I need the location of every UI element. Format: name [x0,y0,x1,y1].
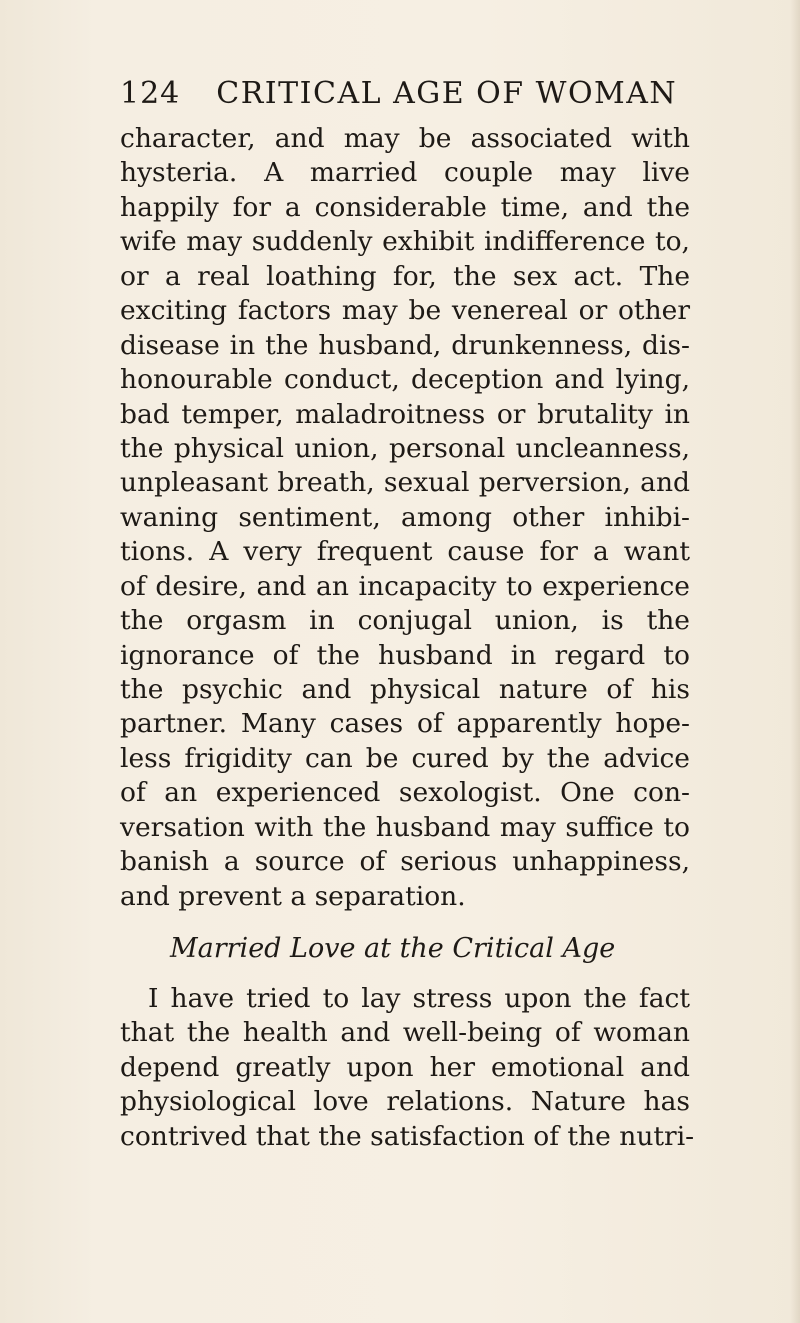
text-line: disease in the husband, drunkenness, dis- [120,329,690,361]
text-line: versation with the husband may suffice to [120,811,690,843]
text-line: I have tried to lay stress upon the fact [148,983,690,1014]
text-line: that the health and well-being of woman [120,1017,690,1049]
text-line: unpleasant breath, sexual perversion, and [120,467,690,499]
text-line: ignorance of the husband in regard to [120,639,690,671]
text-line: happily for a considerable time, and the [120,191,690,223]
text-line: of an experienced sexologist. One con- [120,777,690,809]
text-line: the physical union, personal uncleanness, [120,432,690,464]
text-line: or a real loathing for, the sex act. The [120,260,690,292]
text-line: partner. Many cases of apparently hope- [120,708,690,740]
page-edge-shadow [790,0,800,1323]
running-title: CRITICAL AGE OF WOMAN [216,76,678,111]
text-line: honourable conduct, deception and lying, [120,364,690,396]
text-line: physiological love relations. Nature has [120,1086,690,1118]
paragraph [120,982,695,1154]
page-number: 124 [120,76,181,111]
text-line: and prevent a separation. [120,880,466,912]
text-line: the orgasm in conjugal union, is the [120,605,690,637]
text-line: hysteria. A married couple may live [120,157,690,189]
text-line: depend greatly upon her emotional and [120,1051,690,1083]
text-line: tions. A very frequent cause for a want [120,536,690,568]
text-line: banish a source of serious unhappiness, [120,846,690,878]
text-line: character, and may be associated with [120,123,690,154]
paragraph-continued [120,122,690,914]
section-heading: Married Love at the Critical Age [170,933,616,964]
text-line: wife may suddenly exhibit indifference to, [120,226,690,258]
text-line: the psychic and physical nature of his [120,674,690,705]
text-line: waning sentiment, among other inhibi- [120,501,690,533]
running-head [120,74,680,114]
text-line: less frigidity can be cured by the advice [120,742,690,774]
text-line: bad temper, maladroitness or brutality in [120,398,690,430]
text-line: exciting factors may be venereal or other [120,295,690,327]
text-line: of desire, and an incapacity to experience [120,570,690,602]
text-line: contrived that the satisfaction of the nutri- [120,1120,695,1152]
